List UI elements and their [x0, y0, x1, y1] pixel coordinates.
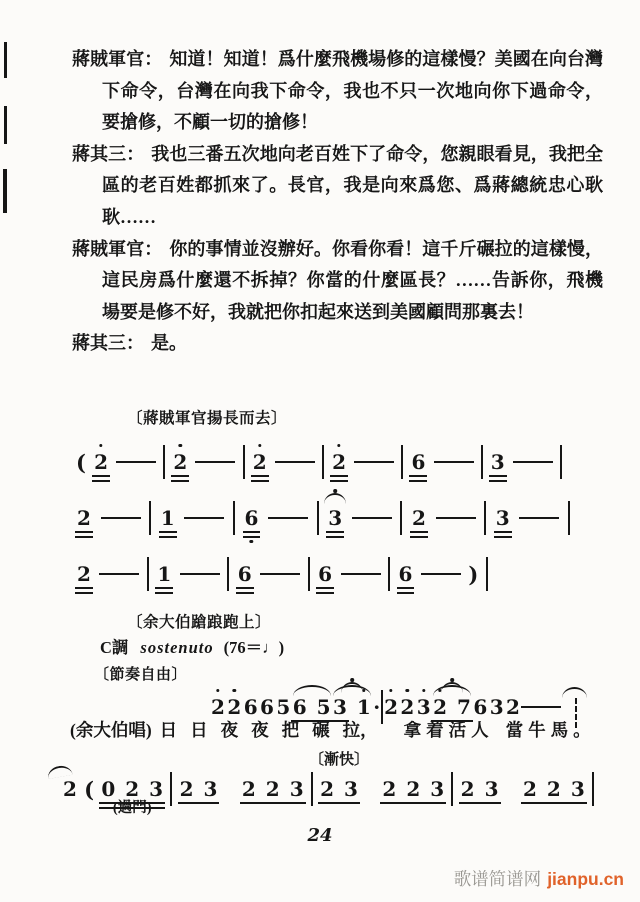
underline-beam [159, 536, 177, 538]
note-digit: 3 [430, 777, 445, 801]
dialogue-block [72, 44, 603, 360]
barline [227, 557, 229, 591]
octave-up-dot-icon [179, 444, 182, 447]
note-digit: 3 [416, 695, 431, 719]
note-digit: 2 [63, 777, 77, 801]
underline-beam [251, 480, 269, 482]
underline-beam [236, 587, 254, 589]
jianpu-note [399, 697, 415, 717]
speaker-name: 蔣賊軍官： [72, 49, 163, 69]
octave-up-dot-icon [406, 689, 409, 692]
music-line-fast [62, 752, 594, 816]
beamed-note-group [100, 777, 164, 816]
jianpu-note [319, 779, 335, 799]
fermata-icon [441, 678, 463, 690]
duration-dash [521, 706, 561, 709]
decoration [350, 678, 354, 682]
tempo-style: sostenuto [140, 638, 214, 657]
spacer [365, 789, 375, 790]
underline-beam [243, 531, 261, 533]
note-digit: 6 [260, 695, 274, 719]
binding-mark [4, 106, 7, 144]
underline-beam [397, 587, 415, 589]
note-digit: 2 [179, 777, 194, 801]
barline [592, 772, 594, 806]
beamed-note-group [292, 697, 332, 717]
jianpu-note [93, 452, 109, 472]
jianpu-note [416, 697, 432, 717]
underline-beam [243, 536, 261, 538]
jianpu-note [331, 452, 347, 472]
note-digit: 6 [398, 562, 413, 586]
underline-beam [92, 480, 110, 482]
jianpu-note [570, 779, 586, 799]
note-digit: 2 [241, 777, 256, 801]
note-digit: 2 [227, 695, 242, 719]
page-number: 24 [307, 825, 333, 846]
barline [311, 772, 313, 806]
note-digit: 2 [382, 777, 397, 801]
parenthesis: ( [84, 776, 95, 802]
dialogue-paragraph [72, 328, 603, 360]
note-digit: 6 [243, 695, 258, 719]
jianpu-note [472, 697, 488, 717]
jianpu-note [495, 508, 511, 528]
underline-beam [521, 802, 587, 804]
jianpu-note [76, 508, 92, 528]
note-digit: 2 [77, 562, 91, 586]
underline-beam [410, 531, 428, 533]
underline-beam [75, 587, 93, 589]
parenthesis: ) [468, 561, 479, 587]
jianpu-note [252, 452, 268, 472]
slur-icon [293, 685, 331, 696]
note-digit: 3 [289, 777, 304, 801]
jianpu-note [490, 452, 506, 472]
note-digit: 5 [316, 695, 331, 719]
barline [163, 445, 165, 479]
duration-dash [275, 461, 315, 464]
note-digit: 5 [276, 695, 291, 719]
note-digit: 2 [332, 450, 347, 474]
jianpu-note [226, 697, 242, 717]
duration-dash [99, 573, 139, 576]
accelerando-label: 〔漸快〕 [309, 752, 370, 768]
underline-beam [397, 592, 415, 594]
duration-dash [421, 573, 461, 576]
underline-beam [410, 536, 428, 538]
underline-beam [409, 475, 427, 477]
underline-beam [75, 536, 93, 538]
underline-beam [318, 802, 360, 804]
note-digit: 2 [252, 450, 267, 474]
underline-beam [494, 536, 512, 538]
underline-beam [326, 536, 344, 538]
decoration [441, 682, 463, 693]
jianpu-note [460, 779, 476, 799]
lyrics-line [70, 717, 596, 742]
jianpu-note [456, 697, 472, 717]
note-digit: 3 [489, 695, 504, 719]
beamed-note-group [432, 697, 472, 717]
underline-beam [159, 531, 177, 533]
barline [147, 557, 149, 591]
jianpu-note [289, 779, 305, 799]
duration-dash [180, 573, 220, 576]
jianpu-note [405, 779, 421, 799]
underline-beam [489, 475, 507, 477]
jianpu-note [160, 508, 176, 528]
underline-beam [75, 531, 93, 533]
octave-down-dot-icon [250, 540, 253, 543]
note-digit: 3 [332, 695, 347, 719]
note-digit: 3 [203, 777, 218, 801]
decoration [341, 682, 363, 693]
tempo-bpm: (76＝♩) [223, 638, 285, 657]
underline-beam [316, 592, 334, 594]
note-digit: 2 [433, 695, 448, 719]
jianpu-note [381, 779, 397, 799]
fermata-icon [324, 489, 346, 501]
duration-dash [101, 517, 141, 520]
note-digit: 3 [328, 506, 343, 530]
note-digit: 6 [237, 562, 252, 586]
underline-beam [240, 802, 306, 804]
note-digit: 3 [570, 777, 585, 801]
note-digit: 6 [411, 450, 426, 474]
beamed-note-group [332, 697, 372, 717]
jianpu-note [316, 697, 332, 717]
note-digit: 3 [344, 777, 358, 801]
note-digit: 2 [406, 777, 421, 801]
dialogue-text: 是。 [151, 333, 187, 354]
duration-dash [195, 461, 235, 464]
jianpu-note [62, 779, 78, 799]
music-line-sustain-3 [76, 551, 488, 597]
octave-up-dot-icon [337, 444, 340, 447]
dialogue-paragraph [72, 44, 603, 139]
note-digit: 2 [400, 695, 415, 719]
beamed-note-group [309, 752, 370, 801]
jianpu-note [505, 697, 521, 717]
watermark-site-url: jianpu.cn [547, 869, 624, 889]
dialogue-text: 知道！知道！爲什麼飛機場修的這樣慢？美國在向台灣下命令，台灣在向我下命令，我也不只一次地向你下過命令，要搶修，不顧一切的搶修！ [102, 49, 603, 133]
parenthesis: ( [76, 449, 86, 475]
decoration [324, 493, 346, 504]
note-digit: 1 [157, 562, 172, 586]
barline [568, 501, 570, 535]
octave-up-dot-icon [99, 444, 102, 447]
jianpu-note [398, 564, 414, 584]
underline-beam [236, 592, 254, 594]
barline [170, 772, 172, 806]
barline [401, 445, 403, 479]
jianpu-note [210, 697, 226, 717]
underline-beam [494, 531, 512, 533]
underline-beam [75, 592, 93, 594]
underline-beam [459, 802, 501, 804]
note-digit: 2 [460, 777, 475, 801]
fermata-icon [341, 678, 363, 690]
octave-up-dot-icon [422, 689, 425, 692]
note-digit: 3 [490, 450, 505, 474]
duration-dash [513, 461, 553, 464]
jianpu-note [275, 697, 291, 717]
note-digit: 6 [473, 695, 488, 719]
underline-beam [330, 480, 348, 482]
jianpu-note [343, 779, 359, 799]
note-digit: 2 [412, 506, 426, 530]
note-digit: 2 [546, 777, 561, 801]
octave-up-dot-icon [233, 689, 236, 692]
speaker-name: 蔣其三： [72, 143, 145, 164]
beamed-note-group [381, 779, 445, 799]
speaker-name: 蔣其三： [72, 333, 144, 354]
note-digit: 0 [101, 777, 116, 801]
jianpu-note [429, 779, 445, 799]
note-digit: 2 [506, 695, 520, 719]
jianpu-note [332, 697, 348, 717]
note-digit: 1 [160, 506, 175, 530]
note-digit: 7 [457, 695, 471, 719]
underline-beam [489, 480, 507, 482]
octave-up-dot-icon [216, 689, 219, 692]
lyric-segment: 日日夜夜把碾 [159, 720, 343, 740]
jianpu-note [156, 564, 172, 584]
note-digit: 2 [125, 777, 140, 801]
note-digit: 1 [356, 695, 371, 719]
duration-dash [354, 461, 394, 464]
key-signature: C調 [100, 638, 129, 657]
barline [560, 445, 562, 479]
barline [308, 557, 310, 591]
underline-beam [409, 480, 427, 482]
music-line-sustain-2 [76, 495, 570, 541]
underline-beam [178, 802, 220, 804]
spacer [506, 789, 516, 790]
underline-beam [155, 592, 173, 594]
duration-dash [116, 461, 156, 464]
jianpu-note [356, 697, 372, 717]
underline-beam [171, 480, 189, 482]
decoration [450, 678, 454, 682]
note-digit: 6 [318, 562, 333, 586]
augmentation-dot: · [373, 695, 381, 719]
jianpu-note [327, 508, 343, 528]
barline [149, 501, 151, 535]
duration-dash [519, 517, 559, 520]
note-digit: 6 [292, 695, 307, 719]
speaker-name: 蔣賊軍官： [72, 238, 163, 259]
barline [451, 772, 453, 806]
note-digit: 2 [211, 695, 225, 719]
note-digit: 3 [149, 777, 164, 801]
underline-beam [251, 475, 269, 477]
duration-dash [352, 517, 392, 520]
dialogue-text: 我也三番五次地向老百姓下了命令，您親眼看見，我把全區的老百姓都抓來了。長官，我是向來爲您、爲蔣總統忠心耿耿…… [102, 143, 604, 227]
octave-up-dot-icon [389, 689, 392, 692]
duration-dash [260, 573, 300, 576]
music-line-sustain-1 [76, 439, 562, 485]
stage-direction-exit: 〔蔣賊軍官揚長而去〕 [127, 410, 288, 427]
duration-dash [436, 517, 476, 520]
jianpu-note [202, 779, 218, 799]
jianpu-note [489, 697, 505, 717]
decoration [333, 489, 337, 493]
beamed-note-group [179, 779, 219, 799]
note-digit: 2 [384, 695, 398, 719]
duration-dash [341, 573, 381, 576]
barline [322, 445, 324, 479]
note-digit: 2 [173, 450, 188, 474]
beamed-note-group [241, 779, 305, 799]
singer-label: (余大伯唱) [70, 720, 152, 740]
note-digit: 2 [320, 777, 335, 801]
tie-icon [562, 687, 587, 698]
jianpu-note [259, 697, 275, 717]
note-digit: 3 [484, 777, 499, 801]
spacer [225, 789, 235, 790]
underline-beam [171, 475, 189, 477]
duration-dash [268, 517, 308, 520]
lyric-segment: 拉， [342, 720, 378, 740]
stage-direction-free-rhythm: 〔節奏自由〕 [94, 667, 188, 683]
barline [243, 445, 245, 479]
watermark-site-name: 歌谱简谱网 [453, 869, 542, 889]
note-digit: 2 [265, 777, 280, 801]
watermark [454, 866, 624, 891]
jianpu-note [244, 508, 260, 528]
barline [481, 445, 483, 479]
duration-dash [184, 517, 224, 520]
jianpu-note [522, 779, 538, 799]
jianpu-note [243, 697, 259, 717]
dialogue-text: 你的事情並沒辦好。你看你看！這千斤碾拉的這樣慢，這民房爲什麼還不拆掉？你當的什麼區長？……告訴你，飛機場要是修不好，我就把你扣起來送到美國顧問那裏去！ [102, 238, 603, 322]
binding-mark [3, 169, 7, 213]
interlude-label: (過門) [112, 800, 152, 816]
lyric-segment: 拿着活人 [403, 720, 494, 740]
beamed-note-group [522, 779, 586, 799]
underline-beam [326, 531, 344, 533]
jianpu-note [317, 564, 333, 584]
jianpu-note [383, 697, 399, 717]
dialogue-paragraph [72, 139, 603, 234]
duration-dash [434, 461, 474, 464]
jianpu-note [432, 697, 448, 717]
barline [484, 501, 486, 535]
jianpu-note [76, 564, 92, 584]
stage-direction-enter: 〔余大伯蹌踉跑上〕 [127, 614, 272, 631]
note-digit: 3 [495, 506, 510, 530]
beamed-note-group [460, 779, 500, 799]
barline [486, 557, 488, 591]
jianpu-note [410, 452, 426, 472]
octave-up-dot-icon [258, 444, 261, 447]
barline [317, 501, 319, 535]
underline-beam [155, 587, 173, 589]
dialogue-paragraph [72, 234, 603, 329]
lyric-segment: 當牛馬。 [505, 720, 596, 740]
jianpu-note [172, 452, 188, 472]
tempo-marking [100, 634, 284, 658]
underline-beam [380, 802, 446, 804]
underline-beam [92, 475, 110, 477]
note-digit: 2 [522, 777, 537, 801]
note-digit: 6 [244, 506, 259, 530]
jianpu-note [237, 564, 253, 584]
barline [388, 557, 390, 591]
jianpu-note [292, 697, 308, 717]
barline [233, 501, 235, 535]
barline [400, 501, 402, 535]
note-digit: 2 [94, 450, 108, 474]
binding-mark [4, 42, 7, 78]
note-digit: 2 [77, 506, 91, 530]
underline-beam [330, 475, 348, 477]
jianpu-note [179, 779, 195, 799]
jianpu-note [546, 779, 562, 799]
jianpu-note [484, 779, 500, 799]
jianpu-note [411, 508, 427, 528]
underline-beam [316, 587, 334, 589]
jianpu-note [265, 779, 281, 799]
jianpu-note [241, 779, 257, 799]
